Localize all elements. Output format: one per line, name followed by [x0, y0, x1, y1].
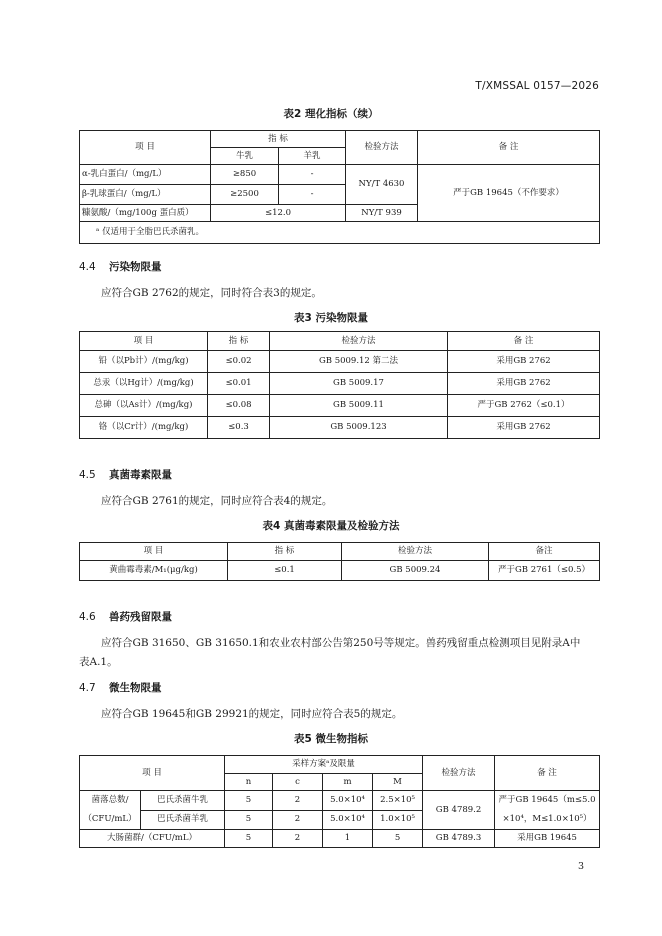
table3-cell: 铬（以Cr计）/(mg/kg) [80, 417, 208, 439]
table5-group-label [80, 791, 141, 830]
table5 [79, 755, 600, 848]
table3-header: 备 注 [448, 332, 600, 351]
table3-header: 指 标 [208, 332, 270, 351]
table3-cell: 采用GB 2762 [448, 373, 600, 395]
table3-cell: ≤0.3 [208, 417, 270, 439]
section-4-6-paragraph-line2: 表A.1。 [79, 656, 118, 668]
table5-cell: 5 [373, 830, 423, 848]
table3-cell: 总砷（以As计）/(mg/kg) [80, 395, 208, 417]
table5-header-m: m [323, 774, 373, 791]
table5-remark-line2: ×10⁴，M≤1.0×10⁵） [502, 814, 592, 824]
table3-cell: ≤0.01 [208, 373, 270, 395]
table4-cell: 严于GB 2761（≤0.5） [489, 561, 600, 581]
table4-header: 备注 [489, 543, 600, 561]
table4 [79, 542, 600, 581]
table5-cell: 5 [225, 791, 273, 811]
table3-cell: 铅（以Pb计）/(mg/kg) [80, 351, 208, 373]
section-title: 兽药残留限量 [109, 611, 172, 623]
table2-cell: 糠氨酸/（mg/100g 蛋白质） [80, 205, 211, 222]
table5-cell: 2 [273, 791, 323, 811]
table2-header-method: 检验方法 [346, 131, 418, 165]
table3-cell: ≤0.02 [208, 351, 270, 373]
page-number: 3 [577, 861, 584, 872]
section-4-4-paragraph: 应符合GB 2762的规定，同时符合表3的规定。 [101, 287, 322, 299]
table5-cell: 5.0×10⁴ [323, 810, 373, 830]
table3-title: 表3 污染物限量 [294, 312, 368, 324]
table2-header-remark: 备 注 [418, 131, 600, 165]
section-4-4-heading [79, 259, 162, 274]
table2-cell: 严于GB 19645（不作要求） [418, 165, 600, 222]
table5-cell: 5.0×10⁴ [323, 791, 373, 811]
table2-title: 表2 理化指标（续） [283, 108, 379, 120]
table4-cell: 黄曲霉毒素/M₁(μg/kg) [80, 561, 228, 581]
section-4-6-paragraph-line1: 应符合GB 31650、GB 31650.1和农业农村部公告第250号等规定。兽药残留重点检测项目见附录A中 [101, 637, 581, 649]
table2-cell: NY/T 939 [346, 205, 418, 222]
table5-header-item: 项 目 [80, 756, 225, 791]
table3-cell: ≤0.08 [208, 395, 270, 417]
table2-header-item: 项 目 [80, 131, 211, 165]
table5-cell: 5 [225, 810, 273, 830]
table4-cell: ≤0.1 [228, 561, 342, 581]
section-title: 真菌毒素限量 [109, 469, 172, 481]
table3-cell: GB 5009.12 第二法 [270, 351, 448, 373]
table5-header-method: 检验方法 [423, 756, 495, 791]
table4-header: 项 目 [80, 543, 228, 561]
table4-title: 表4 真菌毒素限量及检验方法 [262, 520, 400, 532]
table2-cell: β-乳球蛋白/（mg/L） [80, 185, 211, 205]
section-4-5-paragraph: 应符合GB 2761的规定，同时应符合表4的规定。 [101, 495, 333, 507]
table4-header: 检验方法 [342, 543, 489, 561]
table2-cell: ≥2500 [211, 185, 279, 205]
table5-header-plan: 采样方案ᵃ及限量 [225, 756, 423, 774]
section-4-7-paragraph: 应符合GB 19645和GB 29921的规定，同时应符合表5的规定。 [101, 708, 403, 720]
table2-header-goat: 羊乳 [279, 148, 346, 165]
section-title: 微生物限量 [109, 682, 162, 694]
document-code: T/XMSSAL 0157—2026 [475, 80, 599, 92]
table3-cell: 采用GB 2762 [448, 417, 600, 439]
table5-group-label-line2: （CFU/mL） [83, 814, 137, 824]
table5-cell: 2.5×10⁵ [373, 791, 423, 811]
table2-cell: α-乳白蛋白/（mg/L） [80, 165, 211, 185]
table5-header-n: n [225, 774, 273, 791]
table3-cell: 严于GB 2762（≤0.1） [448, 395, 600, 417]
table5-cell: 2 [273, 810, 323, 830]
table3 [79, 331, 600, 439]
table3-cell: 采用GB 2762 [448, 351, 600, 373]
section-4-7-heading [79, 680, 162, 695]
table4-cell: GB 5009.24 [342, 561, 489, 581]
section-number: 4.4 [79, 261, 96, 273]
table2-cell: NY/T 4630 [346, 165, 418, 205]
table2-cell: ≥850 [211, 165, 279, 185]
table2-header-index: 指 标 [211, 131, 346, 148]
section-number: 4.6 [79, 611, 96, 623]
table5-header-c: c [273, 774, 323, 791]
table2-header-cow: 牛乳 [211, 148, 279, 165]
table3-header: 项 目 [80, 332, 208, 351]
section-4-6-heading [79, 609, 172, 624]
table5-cell: 1.0×10⁵ [373, 810, 423, 830]
table5-cell: 采用GB 19645 [495, 830, 600, 848]
table5-cell: 1 [323, 830, 373, 848]
table5-header-M: M [373, 774, 423, 791]
table3-header: 检验方法 [270, 332, 448, 351]
table5-cell: GB 4789.3 [423, 830, 495, 848]
table3-cell: 总汞（以Hg计）/(mg/kg) [80, 373, 208, 395]
table2-cell: ≤12.0 [211, 205, 346, 222]
table2-footnote: ᵃ 仅适用于全脂巴氏杀菌乳。 [80, 222, 600, 244]
table5-cell: 大肠菌群/（CFU/mL） [80, 830, 225, 848]
section-title: 污染物限量 [109, 261, 162, 273]
table5-cell: 5 [225, 830, 273, 848]
table3-cell: GB 5009.17 [270, 373, 448, 395]
table5-remark-cell [495, 791, 600, 830]
table5-cell: 巴氏杀菌牛乳 [141, 791, 225, 811]
table3-cell: GB 5009.11 [270, 395, 448, 417]
table5-cell: 2 [273, 830, 323, 848]
section-number: 4.7 [79, 682, 96, 694]
table5-group-label-line1: 菌落总数/ [91, 795, 129, 805]
table5-remark-line1: 严于GB 19645（m≤5.0 [498, 795, 596, 805]
table4-header: 指 标 [228, 543, 342, 561]
table2 [79, 130, 600, 244]
section-number: 4.5 [79, 469, 96, 481]
table5-cell: 巴氏杀菌羊乳 [141, 810, 225, 830]
table5-cell: GB 4789.2 [423, 791, 495, 830]
table5-header-remark: 备 注 [495, 756, 600, 791]
table5-title: 表5 微生物指标 [294, 733, 368, 745]
section-4-5-heading [79, 467, 172, 482]
table2-cell: - [279, 165, 346, 185]
table2-cell: - [279, 185, 346, 205]
table3-cell: GB 5009.123 [270, 417, 448, 439]
